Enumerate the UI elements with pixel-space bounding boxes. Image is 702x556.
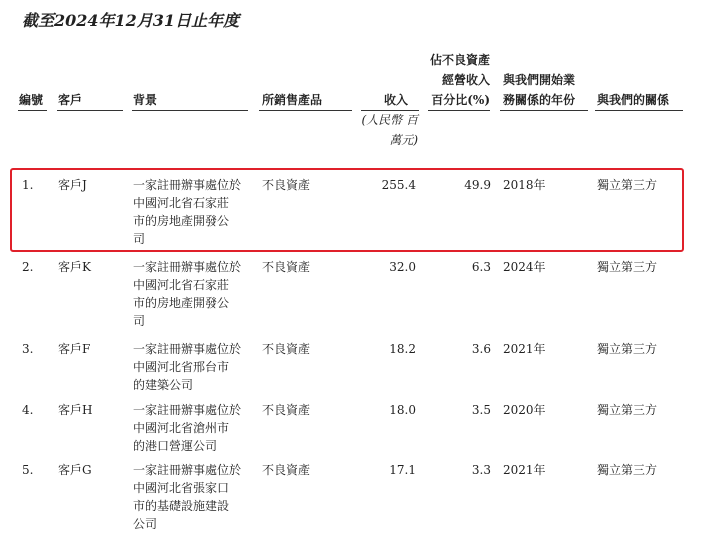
row-customer: 客戶K: [58, 260, 91, 274]
header-rule: [361, 110, 419, 111]
row-number: 4.: [22, 403, 34, 417]
row-background: 一家註冊辦事處位於 中國河北省石家莊 市的房地產開發公 司: [133, 178, 242, 246]
row-product: 不良資產: [262, 342, 311, 356]
header-rule: [595, 110, 683, 111]
header-rule: [428, 110, 490, 111]
row-number: 2.: [22, 260, 34, 274]
row-share: 3.3: [471, 463, 491, 477]
header-revenue-unit: (人民幣 百萬元): [361, 113, 418, 147]
page-title: 截至2024年12月31日止年度: [22, 11, 240, 30]
row-background: 一家註冊辦事處位於 中國河北省邢台市 的建築公司: [133, 342, 242, 392]
row-customer: 客戶H: [58, 403, 93, 417]
header-customer: 客戶: [58, 93, 83, 107]
row-revenue: 18.2: [389, 342, 416, 356]
row-customer: 客戶J: [58, 178, 87, 192]
header-share: 佔不良資產 經營收入 百分比(%): [429, 53, 490, 107]
header-rule: [259, 110, 352, 111]
row-product: 不良資產: [262, 403, 311, 417]
row-relationship: 獨立第三方: [597, 463, 658, 477]
row-share: 6.3: [471, 260, 491, 274]
row-background: 一家註冊辦事處位於 中國河北省石家莊 市的房地產開發公 司: [133, 260, 242, 328]
header-revenue: 收入: [384, 93, 409, 107]
row-year: 2024年: [503, 260, 546, 274]
header-rule: [500, 110, 588, 111]
row-year: 2018年: [503, 178, 546, 192]
row-highlight-box: [10, 168, 684, 252]
row-share: 3.6: [471, 342, 491, 356]
header-rule: [132, 110, 248, 111]
header-background: 背景: [133, 93, 158, 107]
row-background: 一家註冊辦事處位於 中國河北省滄州市 的港口營運公司: [133, 403, 242, 453]
header-year-started: 與我們開始業 務關係的年份: [503, 73, 576, 107]
row-number: 5.: [22, 463, 34, 477]
row-relationship: 獨立第三方: [597, 342, 658, 356]
header-relationship: 與我們的關係: [597, 93, 670, 107]
row-share: 3.5: [471, 403, 491, 417]
row-year: 2021年: [503, 342, 546, 356]
row-share: 49.9: [464, 178, 491, 192]
row-relationship: 獨立第三方: [597, 178, 658, 192]
row-customer: 客戶F: [58, 342, 91, 356]
row-revenue: 18.0: [389, 403, 416, 417]
row-relationship: 獨立第三方: [597, 403, 658, 417]
header-product: 所銷售產品: [262, 93, 323, 107]
row-revenue: 17.1: [389, 463, 416, 477]
row-relationship: 獨立第三方: [597, 260, 658, 274]
row-revenue: 255.4: [381, 178, 416, 192]
row-revenue: 32.0: [389, 260, 416, 274]
row-year: 2021年: [503, 463, 546, 477]
row-customer: 客戶G: [58, 463, 92, 477]
row-product: 不良資產: [262, 178, 311, 192]
row-product: 不良資產: [262, 260, 311, 274]
row-year: 2020年: [503, 403, 546, 417]
row-number: 1.: [22, 178, 34, 192]
row-number: 3.: [22, 342, 34, 356]
row-product: 不良資產: [262, 463, 311, 477]
header-rule: [57, 110, 123, 111]
row-background: 一家註冊辦事處位於 中國河北省張家口 市的基礎設施建設 公司: [133, 463, 242, 531]
header-no: 編號: [19, 93, 44, 107]
header-rule: [18, 110, 47, 111]
